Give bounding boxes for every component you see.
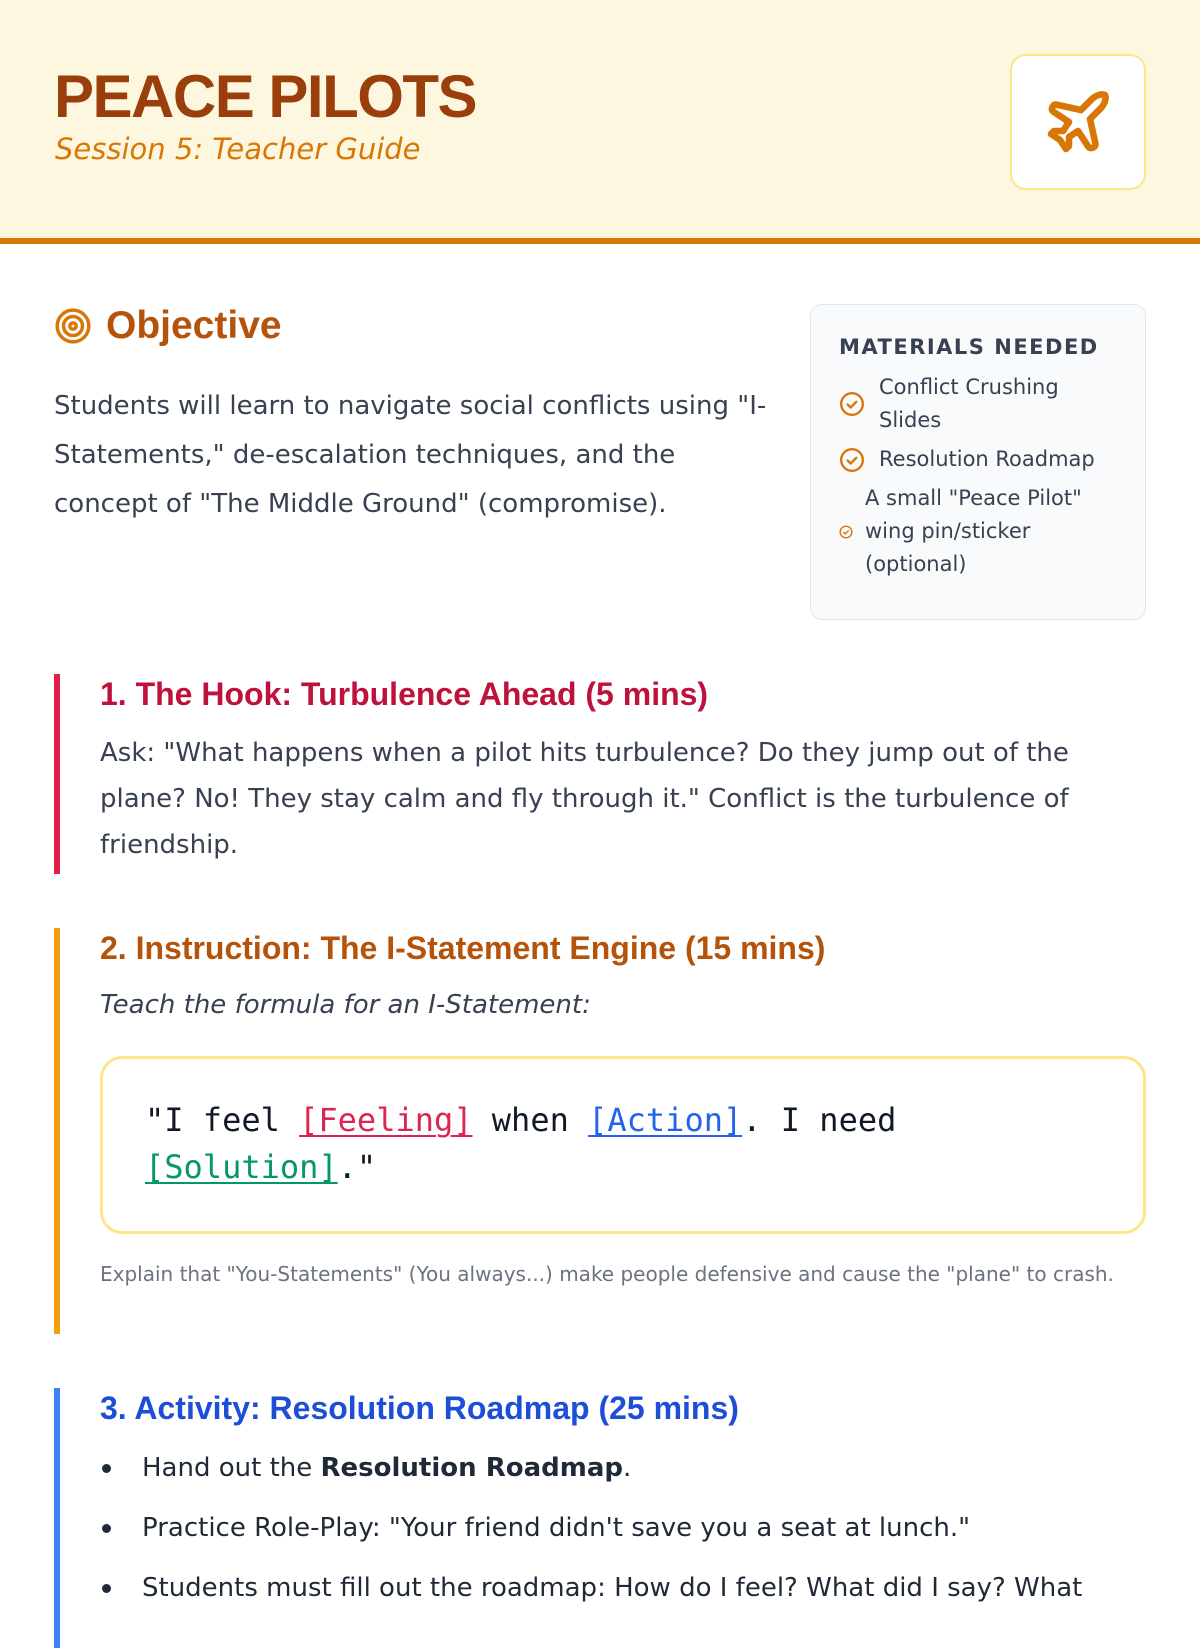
- materials-card: [810, 304, 1146, 620]
- section-hook: [54, 674, 1146, 874]
- objective-text: Students will learn to navigate social conflicts using "I-Statements," de-escalation techniques, and the concept of "The Middle Ground" (compromise).: [54, 391, 767, 519]
- section-instruction: [54, 928, 1146, 1334]
- materials-item: [839, 482, 1125, 581]
- section-hook-heading: 1. The Hook: Turbulence Ahead (5 mins): [100, 676, 709, 712]
- section-activity: [54, 1388, 1146, 1648]
- activity-bullet: [100, 1446, 1146, 1490]
- objective-title: Objective: [106, 304, 282, 347]
- formula-text: .": [337, 1148, 377, 1186]
- page-header: [0, 0, 1200, 244]
- section-instruction-note: Explain that "You-Statements" (You always...) make people defensive and cause the "plane" to crash.: [100, 1262, 1114, 1286]
- page-subtitle: Session 5: Teacher Guide: [55, 132, 421, 166]
- formula-text: . I need: [742, 1101, 897, 1139]
- i-statement-formula: [100, 1056, 1146, 1234]
- materials-title: MATERIALS NEEDED: [839, 335, 1099, 359]
- bullet-text: Hand out the: [142, 1453, 321, 1483]
- formula-feeling-placeholder: [Feeling]: [299, 1101, 473, 1139]
- materials-list: [839, 371, 1125, 581]
- materials-item-label: Conflict Crushing Slides: [879, 375, 1059, 432]
- section-accent-bar: [54, 1388, 60, 1648]
- formula-text: "I feel: [145, 1101, 300, 1139]
- activity-bullet-list: [100, 1446, 1146, 1610]
- section-instruction-intro: Teach the formula for an I-Statement:: [100, 990, 591, 1020]
- formula-action-placeholder: [Action]: [588, 1101, 743, 1139]
- check-circle-icon: [839, 447, 865, 473]
- materials-item-label: Resolution Roadmap: [879, 447, 1095, 471]
- materials-item: [839, 371, 1125, 437]
- materials-item: [839, 443, 1125, 476]
- section-instruction-heading: 2. Instruction: The I-Statement Engine (15 mins): [100, 930, 826, 966]
- target-icon: [54, 307, 92, 345]
- section-accent-bar: [54, 674, 60, 874]
- section-hook-text: Ask: "What happens when a pilot hits turbulence? Do they jump out of the plane? No! They stay calm and fly through it." Conflict is the turbulence of friendship.: [100, 738, 1069, 860]
- activity-bullet: Practice Role-Play: "Your friend didn't save you a seat at lunch.": [100, 1506, 1146, 1550]
- activity-bullet: Students must fill out the roadmap: How do I feel? What did I say? What: [100, 1566, 1146, 1610]
- page-title: PEACE PILOTS: [54, 63, 477, 130]
- bullet-text: .: [622, 1453, 632, 1483]
- materials-item-label: A small "Peace Pilot" wing pin/sticker (optional): [865, 486, 1082, 576]
- bullet-bold-text: Resolution Roadmap: [320, 1453, 623, 1483]
- airplane-icon: [1042, 86, 1114, 158]
- formula-solution-placeholder: [Solution]: [145, 1148, 338, 1186]
- check-circle-icon: [839, 525, 853, 539]
- formula-text: when: [472, 1101, 589, 1139]
- objective-heading: [54, 304, 282, 348]
- check-circle-icon: [839, 391, 865, 417]
- logo-badge: [1010, 54, 1146, 190]
- section-accent-bar: [54, 928, 60, 1334]
- section-activity-heading: 3. Activity: Resolution Roadmap (25 mins): [100, 1390, 739, 1426]
